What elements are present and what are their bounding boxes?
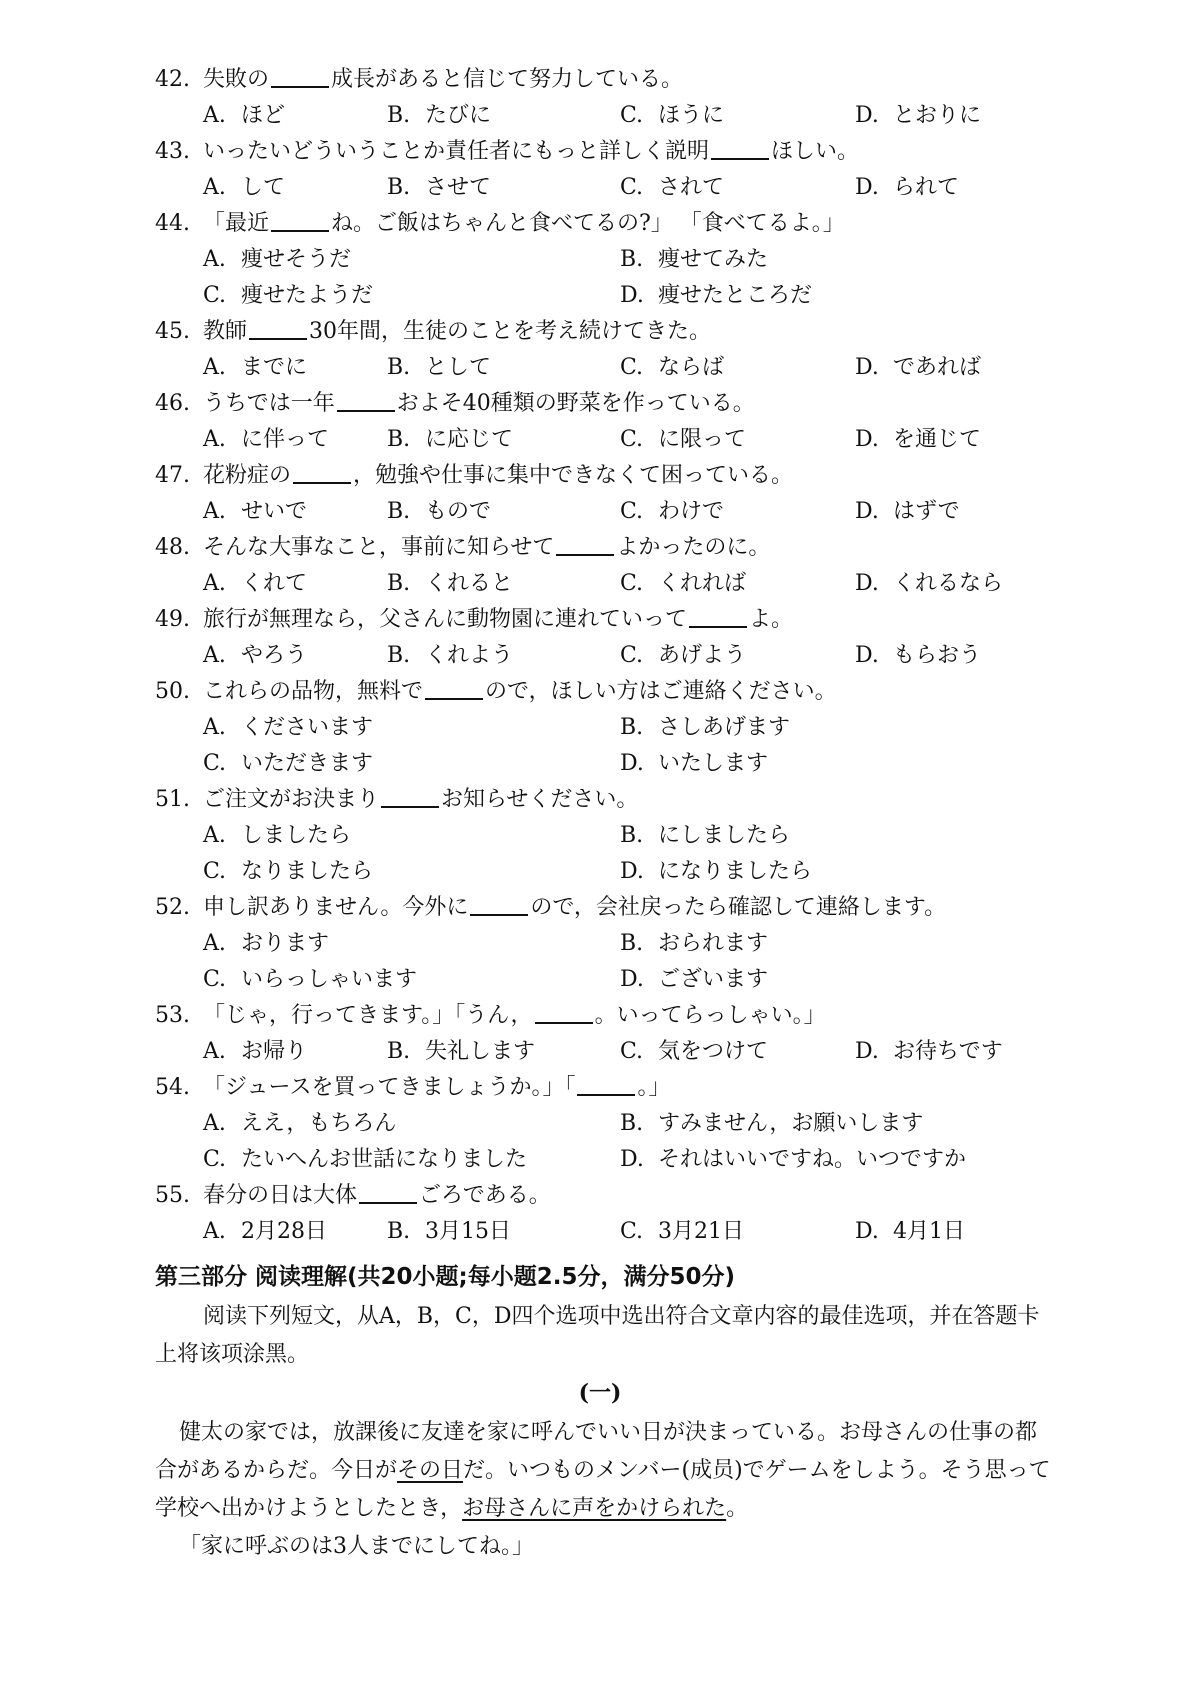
answer-blank <box>381 786 439 808</box>
answer-option <box>387 494 491 530</box>
option-text: はずで <box>893 499 960 524</box>
question-text: これらの品物，無料で <box>203 679 424 704</box>
answer-blank <box>425 678 483 700</box>
options-row <box>155 926 1155 962</box>
question-text: ので，会社戻ったら確認して連絡します。 <box>530 895 947 920</box>
option-letter: A. <box>203 1111 226 1136</box>
options-row <box>155 1106 1155 1142</box>
question-number: 45. <box>155 319 190 344</box>
option-text: であれば <box>893 355 982 380</box>
question-text: お知らせください。 <box>441 787 639 812</box>
option-text: 2月28日 <box>241 1219 327 1244</box>
option-letter: D. <box>855 427 879 452</box>
question-text: 花粉症の <box>203 463 292 488</box>
option-text: ええ，もちろん <box>241 1111 397 1136</box>
question-stem <box>155 1070 1155 1106</box>
answer-option <box>620 962 768 998</box>
question-text: うちでは一年 <box>203 391 335 416</box>
question-number: 49. <box>155 607 190 632</box>
question-number: 52. <box>155 895 190 920</box>
option-letter: A. <box>203 247 226 272</box>
option-text: くれて <box>241 571 308 596</box>
option-text: おります <box>241 931 330 956</box>
option-letter: C. <box>203 751 227 776</box>
option-text: お帰り <box>241 1039 308 1064</box>
option-text: くれるなら <box>893 571 1004 596</box>
option-text: されて <box>658 175 725 200</box>
answer-option <box>387 98 491 134</box>
option-letter: D. <box>855 499 879 524</box>
option-letter: C. <box>203 859 227 884</box>
option-letter: D. <box>620 967 644 992</box>
option-letter: B. <box>387 355 411 380</box>
answer-option <box>855 422 981 458</box>
option-letter: B. <box>387 643 411 668</box>
option-text: 痩せたところだ <box>658 283 813 308</box>
option-letter: B. <box>387 1219 411 1244</box>
option-text: いただきます <box>241 751 374 776</box>
option-letter: A. <box>203 103 226 128</box>
question-text: ごろである。 <box>419 1183 551 1208</box>
question-stem <box>155 998 1155 1034</box>
question-text: 春分の日は大体 <box>203 1183 358 1208</box>
option-text: として <box>425 355 492 380</box>
section-heading: 第三部分 阅读理解(共20小题;每小题2.5分，满分50分) <box>155 1264 735 1290</box>
passage-text: だ。いつものメンバー(成员)でゲームをしよう。そう思って学校へ出かけようとしたとき， <box>155 1458 1051 1521</box>
question-text: 申し訳ありません。今外に <box>203 895 469 920</box>
option-letter: D. <box>620 859 644 884</box>
answer-option <box>620 710 790 746</box>
answer-blank <box>556 534 614 556</box>
question-item <box>155 602 1155 674</box>
option-text: とおりに <box>893 103 982 128</box>
option-letter: B. <box>387 1039 411 1064</box>
option-letter: C. <box>620 355 644 380</box>
option-text: たびに <box>425 103 492 128</box>
question-text: 。いってらっしゃい。」 <box>594 1003 826 1028</box>
question-text: ，勉強や仕事に集中できなくて困っている。 <box>353 463 794 488</box>
option-letter: A. <box>203 931 226 956</box>
answer-option <box>855 170 959 206</box>
option-letter: B. <box>620 1111 644 1136</box>
option-text: いらっしゃいます <box>241 967 418 992</box>
option-text: 3月15日 <box>425 1219 511 1244</box>
question-number: 44. <box>155 211 190 236</box>
answer-option <box>387 422 513 458</box>
options-row <box>155 638 1155 674</box>
option-text: に伴って <box>241 427 330 452</box>
option-letter: C. <box>203 283 227 308</box>
answer-option <box>387 638 513 674</box>
question-stem <box>155 530 1155 566</box>
option-letter: A. <box>203 175 226 200</box>
question-stem <box>155 458 1155 494</box>
passage-text: 健太の家では，放課後に友達を家に呼んでいい日が決まっている。お母さんの仕事の都合があるからだ。今日が <box>155 1420 1038 1483</box>
question-text: そんな大事なこと，事前に知らせて <box>203 535 555 560</box>
answer-blank <box>293 462 351 484</box>
option-text: しましたら <box>241 823 352 848</box>
options-row <box>155 710 1155 746</box>
option-text: たいへんお世話になりました <box>241 1147 528 1172</box>
question-text: およそ40種類の野菜を作っている。 <box>396 391 755 416</box>
options-row <box>155 242 1155 278</box>
question-item <box>155 674 1155 782</box>
answer-option <box>203 350 307 386</box>
question-stem <box>155 674 1155 710</box>
option-text: お待ちです <box>893 1039 1003 1064</box>
question-item <box>155 782 1155 890</box>
question-stem <box>155 1178 1155 1214</box>
answer-option <box>203 170 285 206</box>
question-number: 46. <box>155 391 190 416</box>
option-text: 痩せそうだ <box>241 247 352 272</box>
option-letter: C. <box>620 643 644 668</box>
option-text: 痩せてみた <box>658 247 769 272</box>
answer-blank <box>711 138 769 160</box>
answer-option <box>620 1142 966 1178</box>
question-text: 失敗の <box>203 67 270 92</box>
option-text: して <box>241 175 286 200</box>
answer-option <box>855 98 981 134</box>
question-number: 55. <box>155 1183 190 1208</box>
answer-option <box>203 98 285 134</box>
option-letter: B. <box>387 175 411 200</box>
question-stem <box>155 386 1155 422</box>
question-text: ご注文がお決まり <box>203 787 380 812</box>
option-text: になりましたら <box>658 859 813 884</box>
question-text: いったいどういうことか責任者にもっと詳しく説明 <box>203 139 710 164</box>
answer-option <box>620 818 790 854</box>
question-item <box>155 134 1155 206</box>
question-item <box>155 458 1155 530</box>
answer-option <box>855 494 960 530</box>
answer-blank <box>249 318 307 340</box>
answer-option <box>203 926 329 962</box>
answer-option <box>203 962 417 998</box>
option-letter: B. <box>387 427 411 452</box>
question-number: 43. <box>155 139 190 164</box>
option-text: ほうに <box>658 103 725 128</box>
option-letter: C. <box>620 499 644 524</box>
answer-option <box>203 854 373 890</box>
option-text: さしあげます <box>658 715 791 740</box>
options-row <box>155 746 1155 782</box>
option-letter: C. <box>203 967 227 992</box>
passage-number: (一) <box>578 1380 622 1406</box>
option-letter: C. <box>620 427 644 452</box>
option-letter: A. <box>203 571 226 596</box>
question-item <box>155 314 1155 386</box>
answer-option <box>620 350 724 386</box>
answer-blank <box>271 66 329 88</box>
option-text: くれれば <box>658 571 747 596</box>
option-text: わけで <box>658 499 725 524</box>
passage-paragraph: 「家に呼ぶのは3人までにしてね。」 <box>179 1534 534 1559</box>
question-text: よかったのに。 <box>616 535 771 560</box>
answer-option <box>203 422 329 458</box>
option-letter: B. <box>620 247 644 272</box>
option-letter: B. <box>620 823 644 848</box>
options-row <box>155 566 1155 602</box>
question-item <box>155 386 1155 458</box>
option-text: ほど <box>241 103 286 128</box>
option-text: あげよう <box>658 643 747 668</box>
question-list <box>155 62 1155 1250</box>
option-letter: D. <box>855 1219 879 1244</box>
answer-option <box>855 1214 965 1250</box>
answer-option <box>620 1214 744 1250</box>
question-number: 50. <box>155 679 190 704</box>
option-text: やろう <box>241 643 308 668</box>
option-letter: D. <box>855 103 879 128</box>
question-text: 30年間，生徒のことを考え続けてきた。 <box>309 319 712 344</box>
answer-option <box>203 746 373 782</box>
question-text: 「最近 <box>203 211 270 236</box>
option-text: られて <box>893 175 960 200</box>
option-text: に限って <box>658 427 747 452</box>
option-text: 痩せたようだ <box>241 283 374 308</box>
answer-blank <box>271 210 329 232</box>
option-text: 失礼します <box>425 1039 536 1064</box>
question-stem <box>155 206 1155 242</box>
option-text: させて <box>425 175 492 200</box>
options-row <box>155 170 1155 206</box>
question-item <box>155 206 1155 314</box>
option-letter: D. <box>620 751 644 776</box>
option-text: くれると <box>425 571 514 596</box>
question-number: 42. <box>155 67 190 92</box>
options-row <box>155 818 1155 854</box>
option-letter: C. <box>203 1147 227 1172</box>
answer-blank <box>577 1074 635 1096</box>
question-text: ので，ほしい方はご連絡ください。 <box>485 679 837 704</box>
answer-option <box>203 242 351 278</box>
answer-option <box>387 170 491 206</box>
question-text: 「じゃ，行ってきます。」「うん， <box>203 1003 533 1028</box>
answer-option <box>620 278 812 314</box>
option-letter: D. <box>855 571 879 596</box>
answer-option <box>203 1034 307 1070</box>
underlined-phrase: お母さんに声をかけられた <box>462 1496 727 1521</box>
option-letter: D. <box>855 643 879 668</box>
option-letter: B. <box>620 715 644 740</box>
option-letter: D. <box>855 1039 879 1064</box>
option-letter: D. <box>855 175 879 200</box>
question-number: 47. <box>155 463 190 488</box>
option-text: 4月1日 <box>893 1219 965 1244</box>
answer-option <box>203 1106 396 1142</box>
answer-option <box>387 1034 535 1070</box>
section-instructions: 阅读下列短文，从A，B，C，D四个选项中选出符合文章内容的最佳选项，并在答题卡上将该项涂黑。 <box>155 1304 1040 1367</box>
answer-option <box>620 746 768 782</box>
question-item <box>155 62 1155 134</box>
option-letter: A. <box>203 823 226 848</box>
options-row <box>155 350 1155 386</box>
option-text: くださいます <box>241 715 374 740</box>
answer-option <box>203 278 373 314</box>
answer-option <box>855 638 981 674</box>
question-text: 。」 <box>637 1075 671 1100</box>
answer-option <box>620 422 746 458</box>
answer-option <box>387 566 513 602</box>
question-stem <box>155 890 1155 926</box>
option-letter: A. <box>203 715 226 740</box>
options-row <box>155 278 1155 314</box>
answer-option <box>387 350 491 386</box>
options-row <box>155 422 1155 458</box>
answer-option <box>203 494 307 530</box>
question-text: ね。ご飯はちゃんと食べてるの?」 「食べてるよ。」 <box>331 211 845 236</box>
option-letter: C. <box>620 1219 644 1244</box>
question-number: 48. <box>155 535 190 560</box>
option-letter: A. <box>203 1039 226 1064</box>
option-text: 気をつけて <box>658 1039 769 1064</box>
question-text: よ。 <box>749 607 794 632</box>
option-text: ございます <box>658 967 769 992</box>
options-row <box>155 494 1155 530</box>
option-text: それはいいですね。いつですか <box>658 1147 967 1172</box>
answer-blank <box>359 1182 417 1204</box>
options-row <box>155 98 1155 134</box>
question-item <box>155 1070 1155 1178</box>
options-row <box>155 1142 1155 1178</box>
question-text: 「ジュースを買ってきましょうか。」「 <box>203 1075 576 1100</box>
answer-blank <box>337 390 395 412</box>
question-item <box>155 1178 1155 1250</box>
option-text: すみません，お願いします <box>658 1111 924 1136</box>
option-text: なりましたら <box>241 859 374 884</box>
underlined-phrase: その日 <box>397 1458 464 1483</box>
answer-option <box>387 1214 511 1250</box>
option-letter: B. <box>620 931 644 956</box>
options-row <box>155 1034 1155 1070</box>
question-text: 成長があると信じて努力している。 <box>331 67 684 92</box>
passage-paragraph <box>155 1414 1055 1528</box>
question-number: 54. <box>155 1075 190 1100</box>
answer-blank <box>689 606 747 628</box>
option-text: いたします <box>658 751 769 776</box>
option-letter: A. <box>203 1219 226 1244</box>
option-letter: B. <box>387 571 411 596</box>
option-text: にしましたら <box>658 823 791 848</box>
answer-option <box>620 926 768 962</box>
option-letter: C. <box>620 571 644 596</box>
option-letter: D. <box>855 355 879 380</box>
question-number: 53. <box>155 1003 190 1028</box>
passage-text: 。 <box>726 1496 749 1521</box>
option-text: おられます <box>658 931 769 956</box>
answer-option <box>620 494 724 530</box>
answer-option <box>855 350 981 386</box>
question-stem <box>155 134 1155 170</box>
option-letter: A. <box>203 643 226 668</box>
question-item <box>155 890 1155 998</box>
answer-option <box>620 854 812 890</box>
answer-option <box>203 818 351 854</box>
question-stem <box>155 782 1155 818</box>
answer-option <box>855 1034 1003 1070</box>
answer-option <box>203 710 373 746</box>
option-letter: A. <box>203 355 226 380</box>
option-letter: D. <box>620 1147 644 1172</box>
options-row <box>155 1214 1155 1250</box>
option-text: を通じて <box>893 427 982 452</box>
option-letter: A. <box>203 499 226 524</box>
option-letter: A. <box>203 427 226 452</box>
answer-option <box>620 242 768 278</box>
option-letter: D. <box>620 283 644 308</box>
options-row <box>155 962 1155 998</box>
option-letter: C. <box>620 175 644 200</box>
answer-option <box>203 1214 327 1250</box>
answer-option <box>620 1106 923 1142</box>
answer-option <box>620 566 746 602</box>
question-stem <box>155 62 1155 98</box>
option-letter: C. <box>620 1039 644 1064</box>
question-text: 旅行が無理なら，父さんに動物園に連れていって <box>203 607 688 632</box>
answer-option <box>203 566 307 602</box>
answer-option <box>620 98 724 134</box>
answer-option <box>855 566 1003 602</box>
option-text: 3月21日 <box>658 1219 744 1244</box>
answer-option <box>620 638 746 674</box>
reading-passage <box>155 1414 1055 1566</box>
question-stem <box>155 314 1155 350</box>
option-text: に応じて <box>425 427 514 452</box>
option-letter: C. <box>620 103 644 128</box>
option-text: までに <box>241 355 308 380</box>
answer-blank <box>535 1002 593 1024</box>
question-text: ほしい。 <box>771 139 860 164</box>
option-text: くれよう <box>425 643 514 668</box>
answer-option <box>620 1034 768 1070</box>
option-letter: B. <box>387 103 411 128</box>
question-item <box>155 998 1155 1070</box>
answer-option <box>203 1142 527 1178</box>
answer-option <box>620 170 724 206</box>
question-text: 教師 <box>203 319 248 344</box>
answer-option <box>203 638 307 674</box>
option-text: もらおう <box>893 643 982 668</box>
options-row <box>155 854 1155 890</box>
question-stem <box>155 602 1155 638</box>
option-letter: B. <box>387 499 411 524</box>
answer-blank <box>470 894 528 916</box>
option-text: ならば <box>658 355 725 380</box>
option-text: せいで <box>241 499 308 524</box>
option-text: もので <box>425 499 492 524</box>
question-item <box>155 530 1155 602</box>
question-number: 51. <box>155 787 190 812</box>
